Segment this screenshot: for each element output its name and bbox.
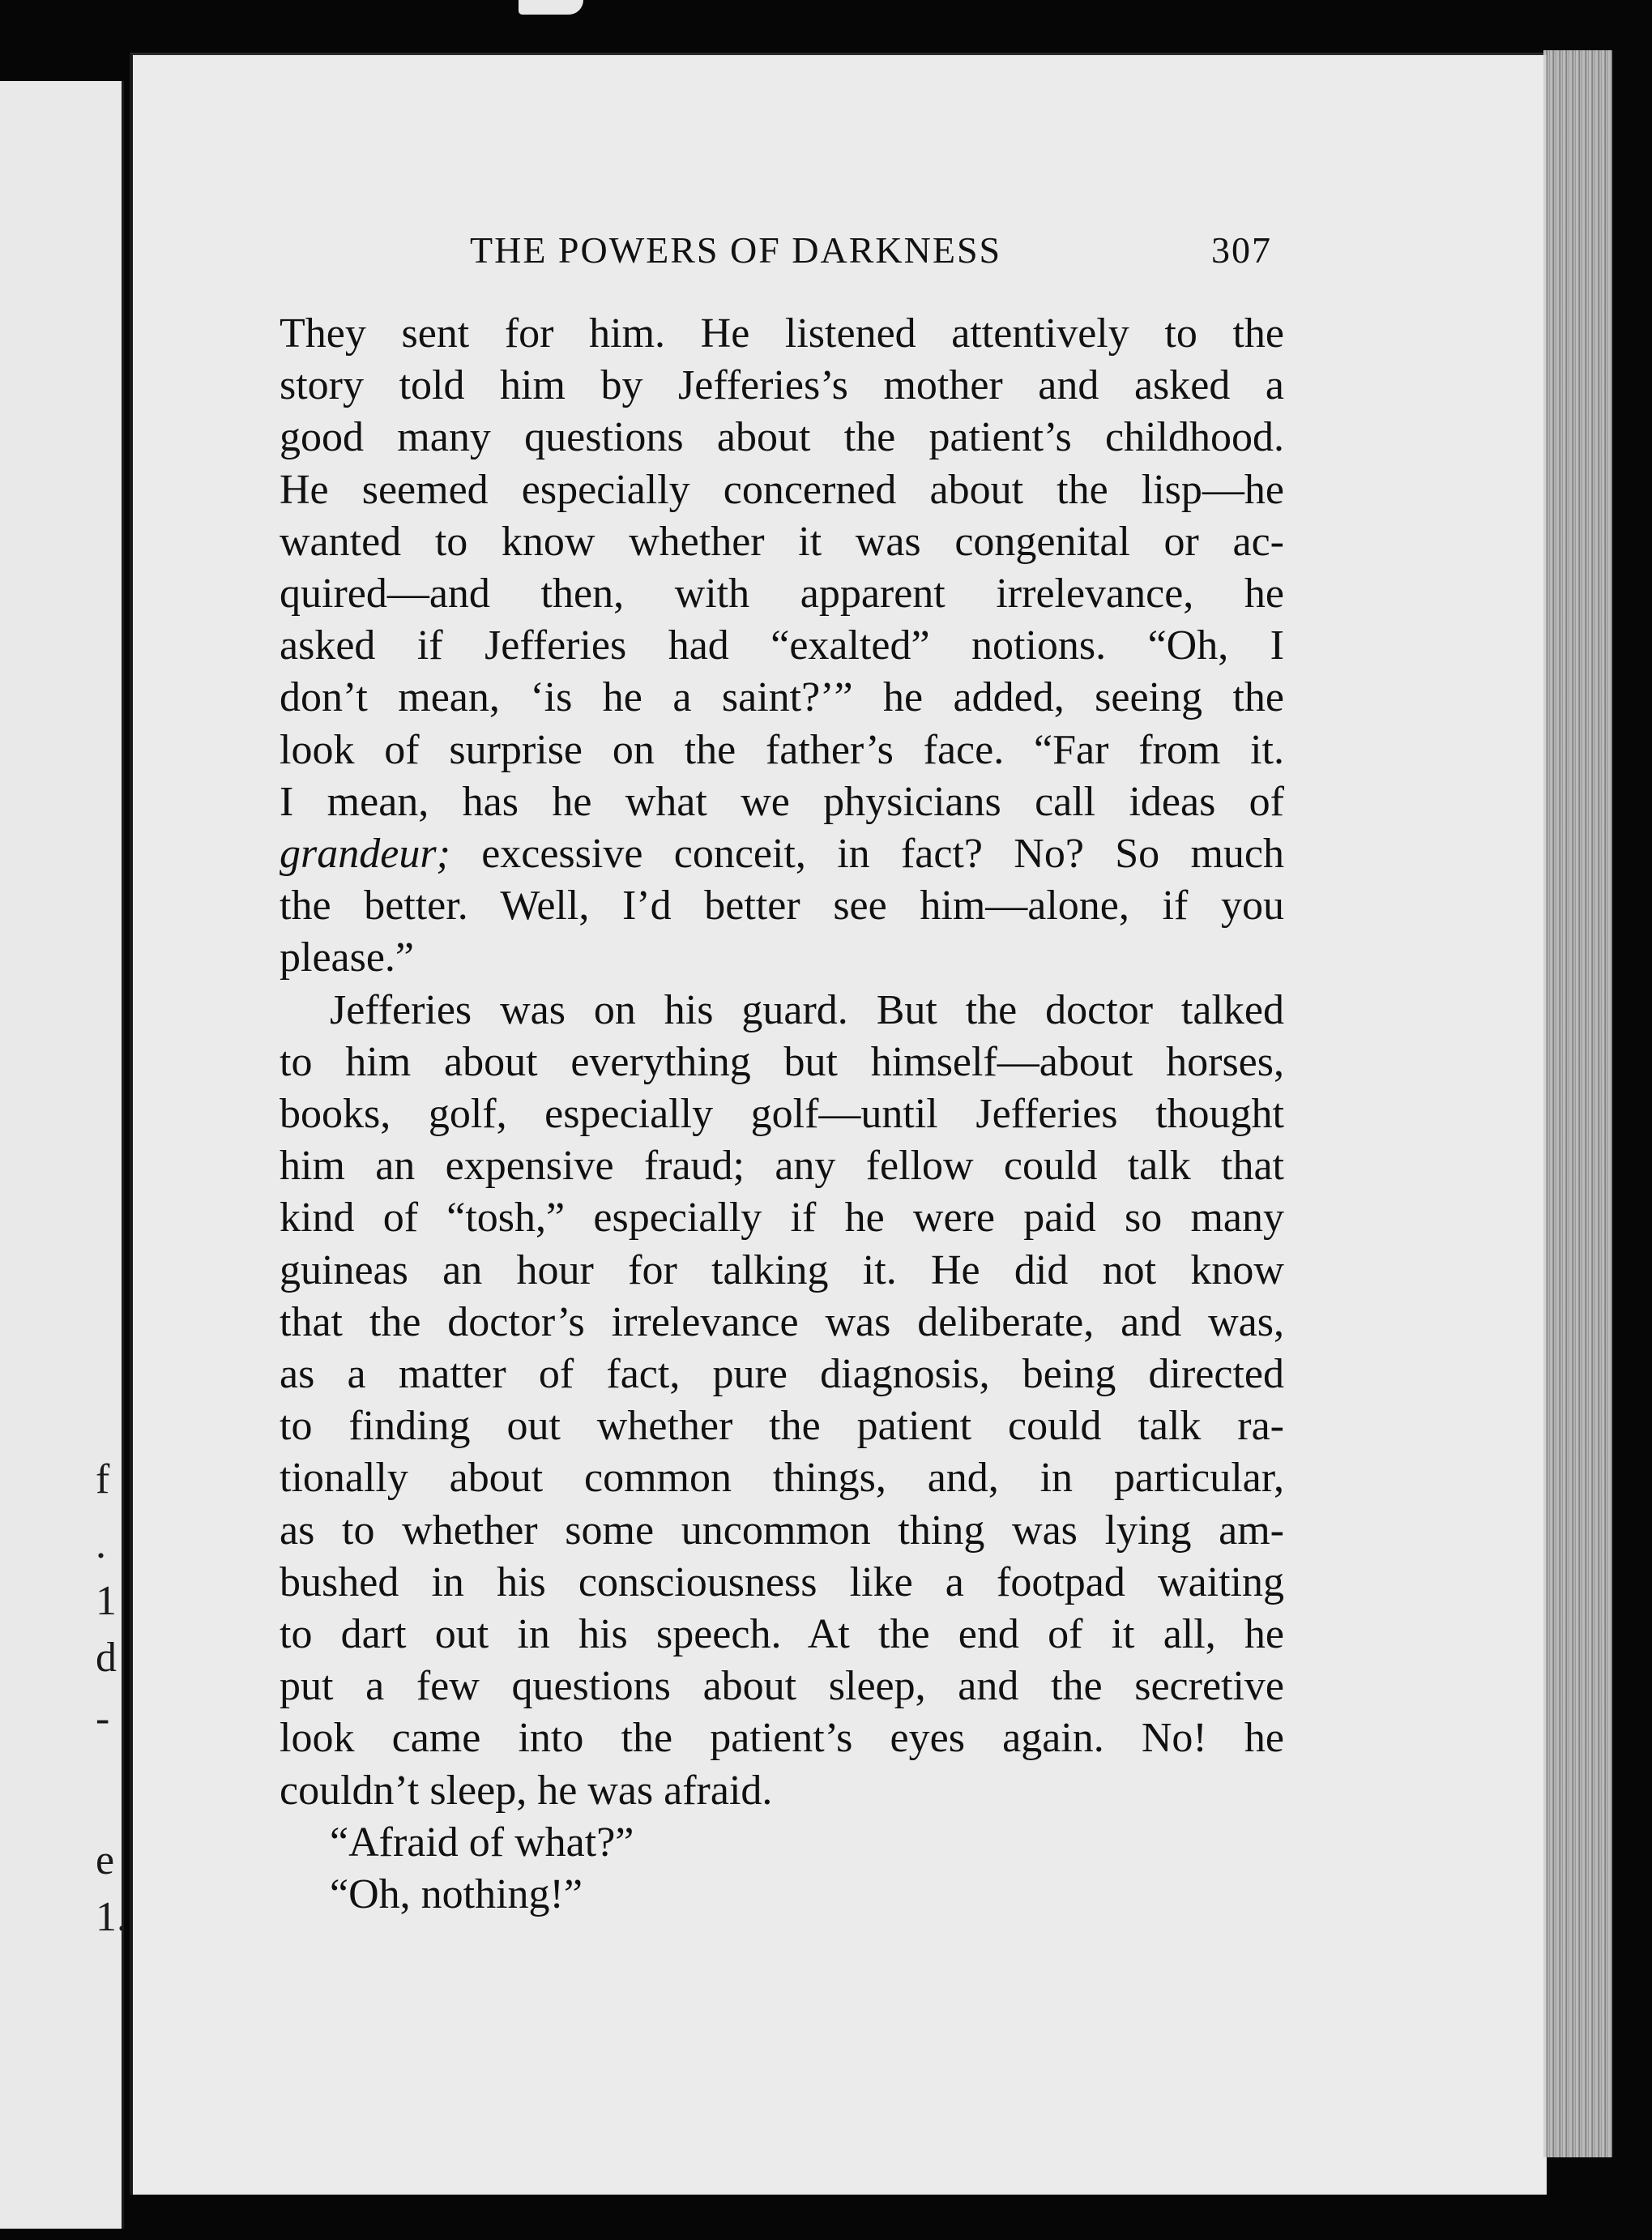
left-page-fragment: . bbox=[96, 1521, 106, 1567]
text-line: couldn’t sleep, he was afraid. bbox=[280, 1767, 773, 1814]
left-page-fragment: d bbox=[96, 1635, 117, 1681]
text-line: the better. Well, I’d better see him—alone, if you bbox=[280, 883, 1284, 930]
text-line: bushed in his consciousness like a footpad waiting bbox=[280, 1558, 1284, 1605]
text-line: that the doctor’s irrelevance was deliberate, and was, bbox=[280, 1298, 1284, 1345]
left-page-edge bbox=[0, 81, 127, 2229]
text-line: put a few questions about sleep, and the secretive bbox=[280, 1663, 1284, 1710]
left-page-fragment: 1. bbox=[96, 1894, 127, 1940]
text-line: look of surprise on the father’s face. “Far from it. bbox=[280, 726, 1284, 773]
text-line: as to whether some uncommon thing was lying am- bbox=[280, 1507, 1284, 1554]
text-line: asked if Jefferies had “exalted” notions. “Oh, I bbox=[280, 622, 1284, 669]
left-page-fragment: e bbox=[96, 1837, 115, 1883]
text-line: wanted to know whether it was congenital or ac- bbox=[280, 518, 1284, 565]
text-line: books, golf, especially golf—until Jefferies thought bbox=[280, 1091, 1284, 1138]
text-line: “Oh, nothing!” bbox=[330, 1871, 583, 1918]
text-line: Jefferies was on his guard. But the doctor talked bbox=[330, 986, 1284, 1033]
text-line: quired—and then, with apparent irrelevance, he bbox=[280, 571, 1284, 618]
left-page-fragment: 1 bbox=[96, 1578, 117, 1624]
text-line: I mean, has he what we physicians call ideas of bbox=[280, 778, 1284, 825]
text-line: to him about everything but himself—about horses, bbox=[280, 1038, 1284, 1085]
left-page-fragment: - bbox=[96, 1695, 110, 1742]
text-line: to finding out whether the patient could talk ra- bbox=[280, 1403, 1284, 1450]
text-line: good many questions about the patient’s childhood. bbox=[280, 414, 1284, 461]
text-line: tionally about common things, and, in particular, bbox=[280, 1455, 1284, 1502]
text-line: story told him by Jefferies’s mother and asked a bbox=[280, 362, 1284, 409]
text-line: as a matter of fact, pure diagnosis, being directed bbox=[280, 1351, 1284, 1398]
text-line: to dart out in his speech. At the end of it all, he bbox=[280, 1611, 1284, 1658]
text-line: kind of “tosh,” especially if he were paid so many bbox=[280, 1195, 1284, 1242]
running-head-title: THE POWERS OF DARKNESS bbox=[470, 229, 1002, 271]
text-line: please.” bbox=[280, 934, 415, 981]
text-line: “Afraid of what?” bbox=[330, 1819, 634, 1866]
page-stack-edge bbox=[1543, 50, 1612, 2157]
italic-word: grandeur; bbox=[280, 831, 450, 878]
left-page-fragment: f bbox=[96, 1456, 110, 1503]
text-line: guineas an hour for talking it. He did not know bbox=[280, 1246, 1284, 1293]
scan-artifact bbox=[519, 0, 583, 15]
text-line: him an expensive fraud; any fellow could talk that bbox=[280, 1143, 1284, 1190]
body-text bbox=[280, 308, 1284, 1921]
text-line: They sent for him. He listened attentively to the bbox=[280, 310, 1284, 357]
text-line: look came into the patient’s eyes again. No! he bbox=[280, 1715, 1284, 1762]
text-line: He seemed especially concerned about the lisp—he bbox=[280, 466, 1284, 513]
page-number: 307 bbox=[1211, 229, 1272, 271]
text-line: don’t mean, ‘is he a saint?’” he added, seeing the bbox=[280, 674, 1284, 721]
text-line: grandeur; excessive conceit, in fact? No? So much bbox=[280, 831, 1284, 878]
